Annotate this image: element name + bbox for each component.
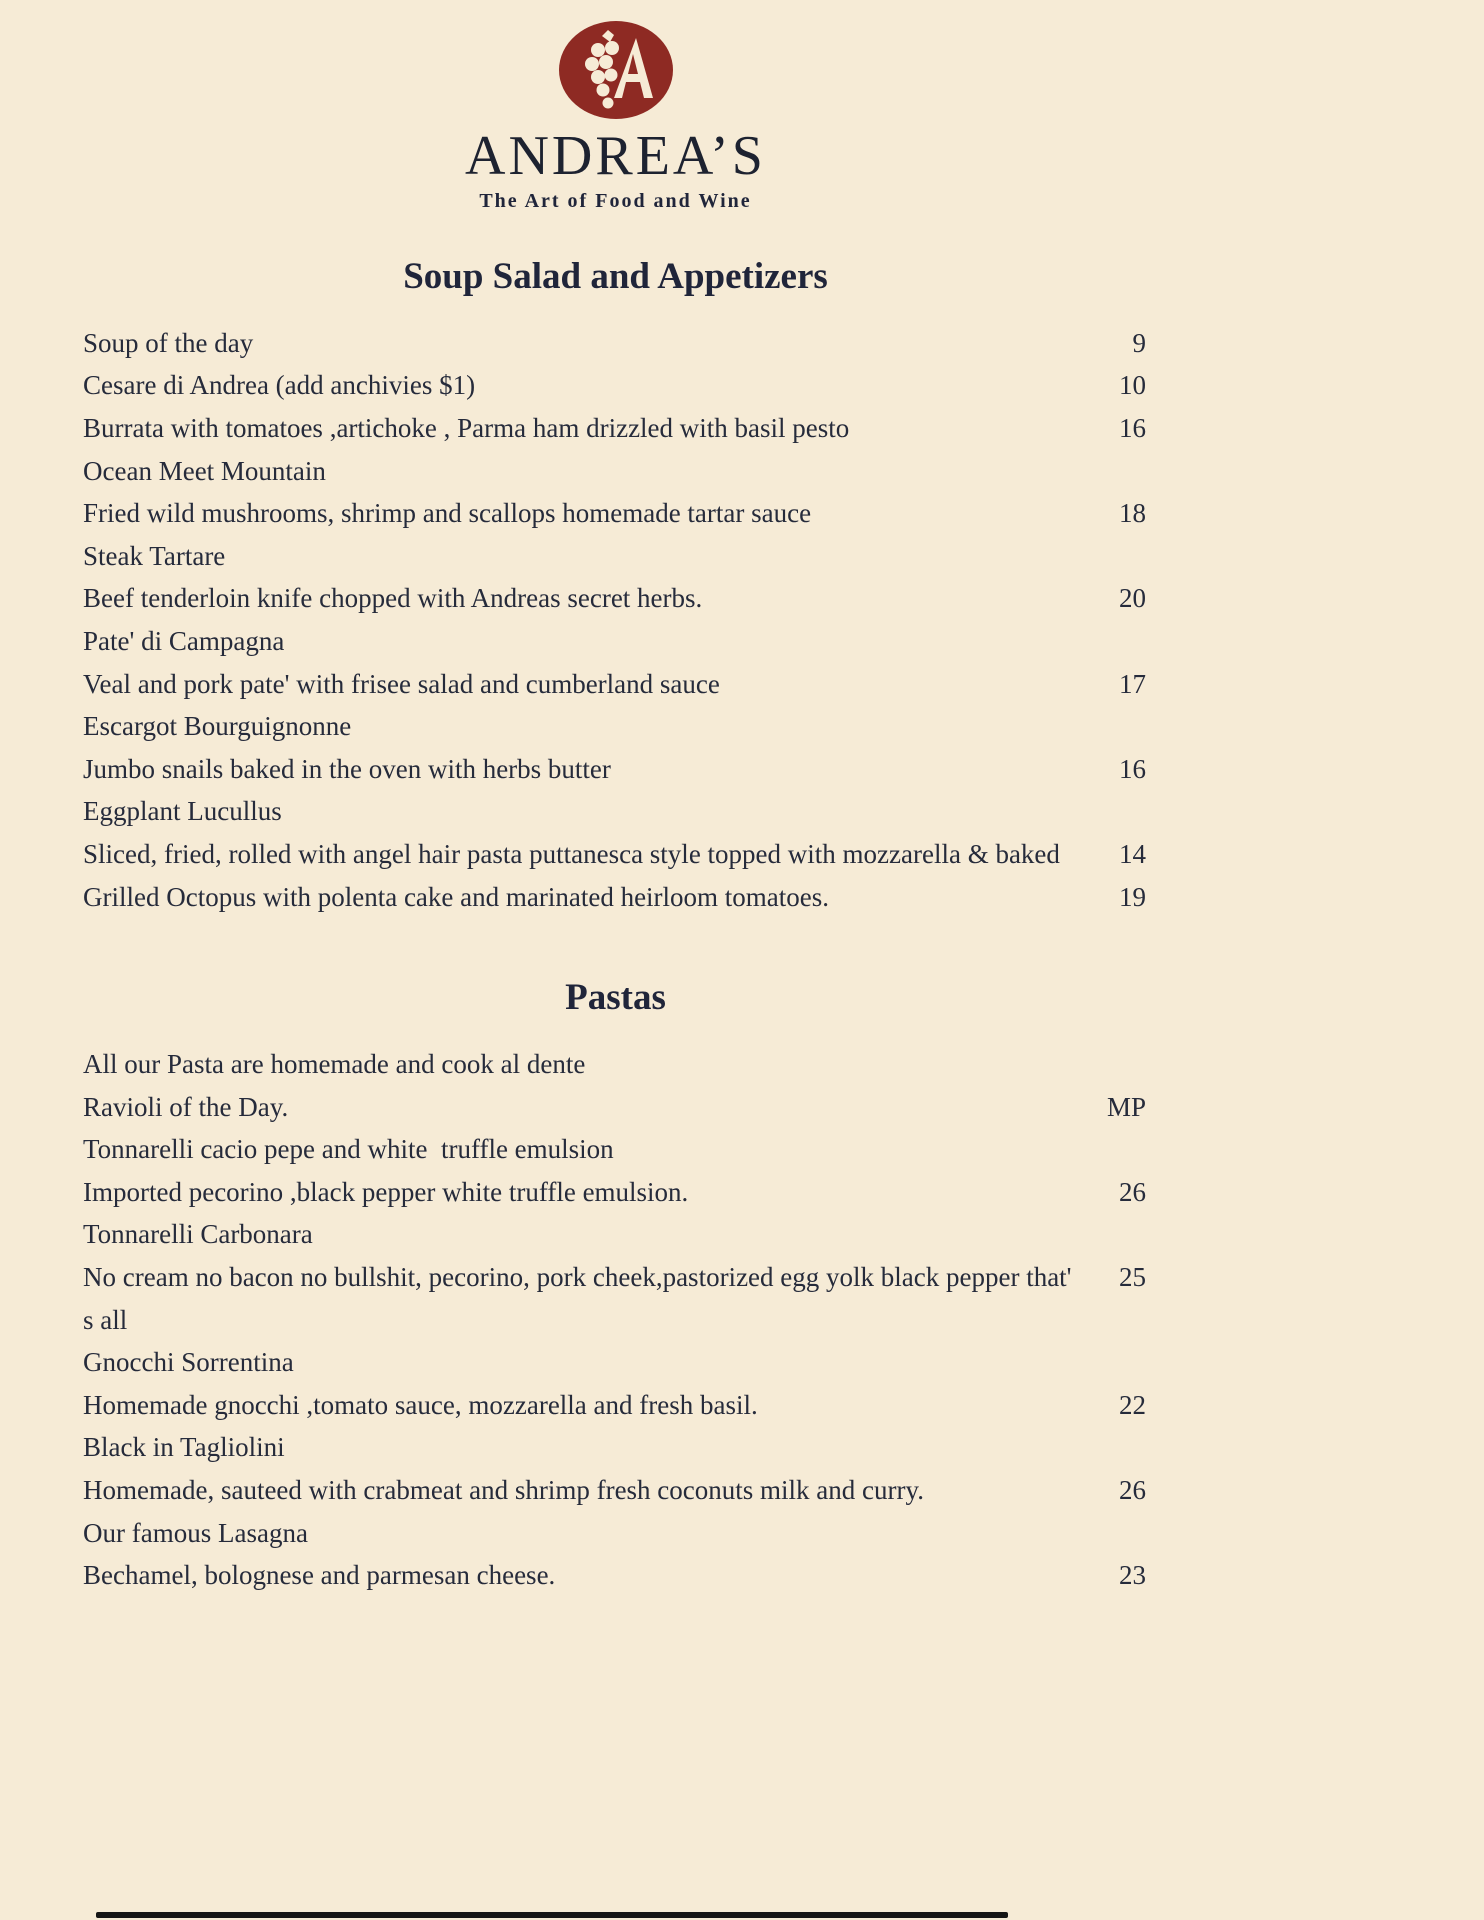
menu-item-price: 16 <box>1119 753 1146 784</box>
menu-item-row <box>83 620 1148 663</box>
grape-cluster-icon <box>558 20 674 120</box>
menu-item-name: Black in Tagliolini <box>83 1432 285 1463</box>
menu-item-row <box>83 1469 1148 1512</box>
menu-item-name: Grilled Octopus with polenta cake and marinated heirloom tomatoes. <box>83 881 830 912</box>
menu-item-row <box>83 364 1148 407</box>
menu-item-row <box>83 1171 1148 1214</box>
menu-header <box>83 20 1148 213</box>
menu-item-name: Tonnarelli Carbonara <box>83 1219 313 1250</box>
menu-item-row <box>83 407 1148 450</box>
menu-item-name: Sliced, fried, rolled with angel hair pasta puttanesca style topped with mozzarella & baked <box>83 838 1060 869</box>
menu-sections <box>83 255 1148 1597</box>
menu-item-price: 9 <box>1132 327 1146 358</box>
menu-item-row <box>83 1256 1148 1341</box>
menu-item-name: Imported pecorino ,black pepper white truffle emulsion. <box>83 1176 689 1207</box>
menu-item-name: Our famous Lasagna <box>83 1517 308 1548</box>
menu-item-price: 26 <box>1119 1475 1146 1506</box>
menu-item-row <box>83 748 1148 791</box>
menu-page <box>83 0 1148 1597</box>
menu-item-price: 26 <box>1119 1176 1146 1207</box>
menu-item-row <box>83 450 1148 493</box>
menu-item-row <box>83 833 1148 876</box>
menu-item-row <box>83 1426 1148 1469</box>
menu-item-price: 17 <box>1119 668 1146 699</box>
menu-item-row <box>83 1213 1148 1256</box>
menu-item-name: Burrata with tomatoes ,artichoke , Parma ham drizzled with basil pesto <box>83 412 850 443</box>
menu-item-name: Homemade, sauteed with crabmeat and shrimp fresh coconuts milk and curry. <box>83 1475 924 1506</box>
menu-item-price: 10 <box>1119 370 1146 401</box>
menu-item-row <box>83 705 1148 748</box>
menu-item-price: 14 <box>1119 838 1146 869</box>
menu-item-row <box>83 1554 1148 1597</box>
menu-item-name: All our Pasta are homemade and cook al dente <box>83 1049 586 1080</box>
brand-name: ANDREA’S <box>465 125 766 187</box>
menu-item-name: Cesare di Andrea (add anchivies $1) <box>83 370 476 401</box>
menu-item-price: MP <box>1106 1091 1146 1122</box>
menu-item-name: Ocean Meet Mountain <box>83 455 326 486</box>
menu-item-name: Bechamel, bolognese and parmesan cheese. <box>83 1560 556 1591</box>
menu-item-name: Veal and pork pate' with frisee salad and cumberland sauce <box>83 668 720 699</box>
menu-item-row <box>83 492 1148 535</box>
menu-item-row <box>83 322 1148 365</box>
menu-item-row <box>83 577 1148 620</box>
menu-item-name: Tonnarelli cacio pepe and white truffle emulsion <box>83 1134 614 1165</box>
menu-item-price: 16 <box>1119 412 1146 443</box>
menu-item-row <box>83 1128 1148 1171</box>
menu-item-name: Eggplant Lucullus <box>83 796 282 827</box>
menu-item-row <box>83 663 1148 706</box>
menu-item-price: 18 <box>1119 498 1146 529</box>
menu-item-row <box>83 1512 1148 1555</box>
scan-edge-artifact <box>96 1912 1008 1918</box>
menu-section <box>83 976 1148 1597</box>
menu-item-name: Pate' di Campagna <box>83 625 285 656</box>
menu-item-price: 22 <box>1119 1389 1146 1420</box>
menu-item-price: 25 <box>1119 1262 1146 1293</box>
menu-item-row <box>83 1384 1148 1427</box>
menu-item-row <box>83 876 1148 919</box>
menu-item-row <box>83 790 1148 833</box>
section-rows <box>83 1043 1148 1597</box>
menu-item-name: Escargot Bourguignonne <box>83 711 352 742</box>
menu-item-row <box>83 1043 1148 1086</box>
menu-item-price: 19 <box>1119 881 1146 912</box>
menu-item-name: Beef tenderloin knife chopped with Andreas secret herbs. <box>83 583 703 614</box>
brand-tagline: The Art of Food and Wine <box>479 189 752 212</box>
menu-item-name: No cream no bacon no bullshit, pecorino, pork cheek,pastorized egg yolk black pepper that' s all <box>83 1262 1079 1335</box>
menu-item-name: Gnocchi Sorrentina <box>83 1347 294 1378</box>
section-title: Soup Salad and Appetizers <box>403 255 828 297</box>
menu-item-price: 23 <box>1119 1560 1146 1591</box>
menu-item-name: Jumbo snails baked in the oven with herbs butter <box>83 753 611 784</box>
section-rows <box>83 322 1148 918</box>
menu-section <box>83 255 1148 918</box>
section-title: Pastas <box>565 977 666 1019</box>
menu-item-row <box>83 535 1148 578</box>
menu-item-price: 20 <box>1119 583 1146 614</box>
menu-item-name: Soup of the day <box>83 327 254 358</box>
menu-item-name: Steak Tartare <box>83 540 226 571</box>
menu-item-name: Ravioli of the Day. <box>83 1091 289 1122</box>
menu-item-name: Fried wild mushrooms, shrimp and scallops homemade tartar sauce <box>83 498 812 529</box>
menu-item-row <box>83 1086 1148 1129</box>
menu-item-name: Homemade gnocchi ,tomato sauce, mozzarella and fresh basil. <box>83 1389 758 1420</box>
menu-item-row <box>83 1341 1148 1384</box>
